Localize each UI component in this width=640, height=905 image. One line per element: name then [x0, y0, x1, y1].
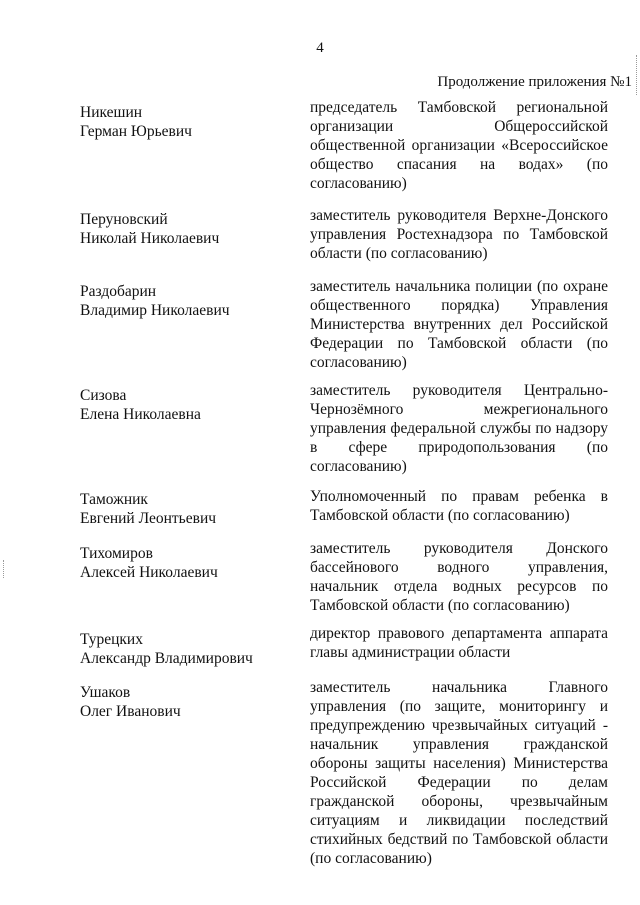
- scan-edge-mark: [636, 55, 639, 95]
- continuation-note: Продолжение приложения №1: [437, 74, 632, 90]
- member-name: Турецких Александр Владимирович: [80, 631, 253, 667]
- member-name: Тихомиров Алексей Николаевич: [80, 545, 218, 581]
- member-role: Уполномоченный по правам ребенка в Тамбовской области (по согласованию): [310, 488, 608, 524]
- member-role: заместитель начальника полиции (по охране общественного порядка) Управления Министерства внутренних дел Российской Федерации по Тамбовской области (по согласованию): [310, 278, 608, 371]
- member-role: заместитель руководителя Центрально-Чернозёмного межрегионального управления федеральной службы по надзору в сфере природопользования (по согласованию): [310, 382, 608, 475]
- page-number: 4: [316, 40, 324, 56]
- member-name: Перуновский Николай Николаевич: [80, 211, 220, 247]
- member-name: Раздобарин Владимир Николаевич: [80, 283, 230, 319]
- member-role: директор правового департамента аппарата главы администрации области: [310, 625, 608, 661]
- member-role: заместитель начальника Главного управления (по защите, мониторингу и предупреждению чрезвычайных ситуаций - начальник управления гражданской обороны защиты населения) Министерства Российской Федерации по делам гражданской обороны, чрезвычайным ситуациям и ликвидации последствий стихийных бедствий по Тамбовской области (по согласованию): [310, 679, 608, 867]
- member-role: председатель Тамбовской региональной организации Общероссийской общественной организации «Всероссийское общество спасания на водах» (по согласованию): [310, 99, 608, 192]
- member-name: Никешин Герман Юрьевич: [80, 104, 192, 140]
- member-role: заместитель руководителя Донского бассейнового водного управления, начальник отдела водных ресурсов по Тамбовской области (по согласованию): [310, 540, 608, 614]
- member-name: Сизова Елена Николаевна: [80, 387, 201, 423]
- scan-edge-mark: [3, 560, 6, 578]
- member-role: заместитель руководителя Верхне-Донского управления Ростехнадзора по Тамбовской области (по согласованию): [310, 207, 608, 262]
- member-name: Таможник Евгений Леонтьевич: [80, 491, 217, 527]
- member-name: Ушаков Олег Иванович: [80, 684, 181, 720]
